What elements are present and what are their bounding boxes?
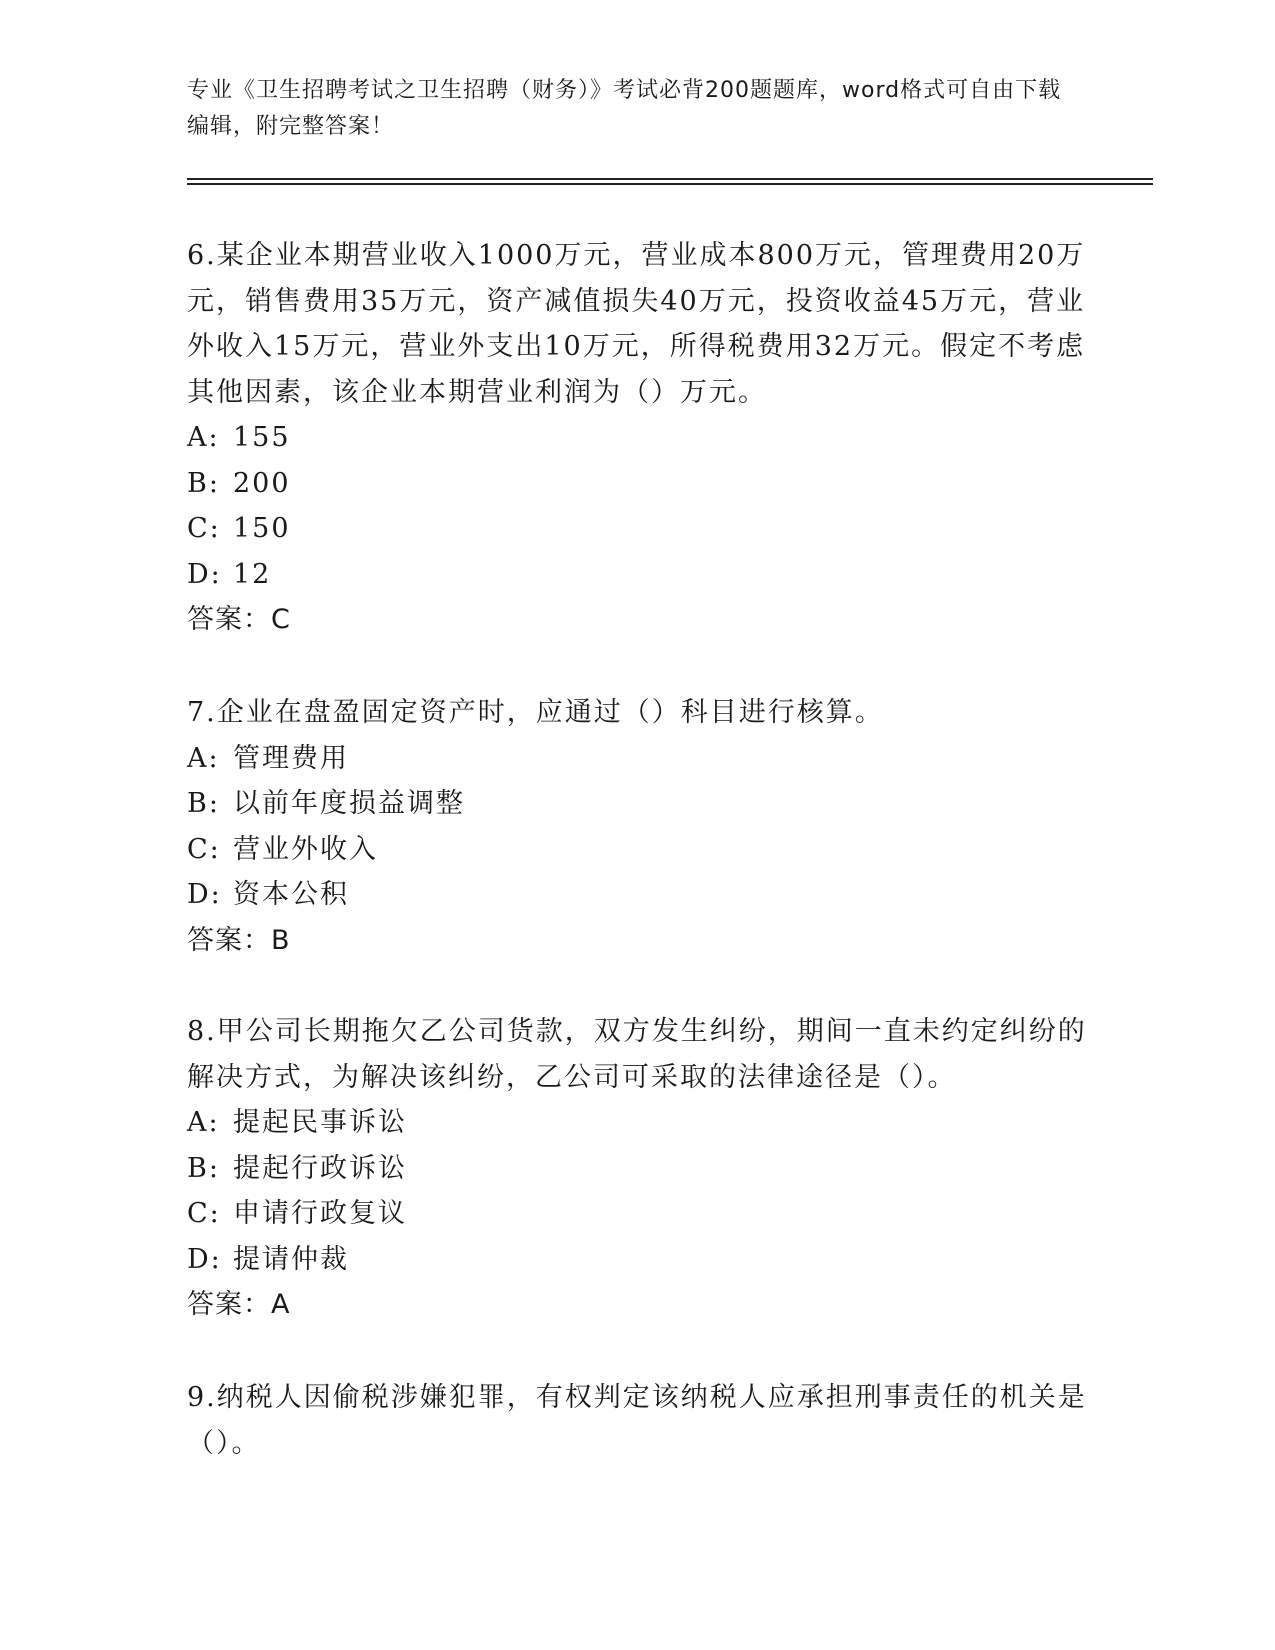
- option-text: 提起行政诉讼: [233, 1152, 407, 1184]
- option-d: [187, 1237, 1087, 1283]
- option-a: [187, 1100, 1087, 1146]
- question-8: [187, 1009, 1087, 1328]
- option-text: 155: [233, 422, 291, 453]
- option-text: 申请行政复议: [233, 1198, 407, 1229]
- option-letter: C:: [187, 833, 221, 865]
- option-c: [187, 1191, 1087, 1237]
- option-letter: B:: [187, 1152, 220, 1184]
- option-letter: B:: [187, 788, 220, 819]
- option-text: 营业外收入: [233, 833, 378, 865]
- option-letter: A:: [187, 742, 220, 774]
- option-letter: D:: [187, 1243, 222, 1275]
- option-d: [187, 872, 1087, 918]
- question-stem: 8.甲公司长期拖欠乙公司货款，双方发生纠纷，期间一直未约定纠纷的解决方式，为解决该纠纷，乙公司可采取的法律途径是（）。: [187, 1016, 1087, 1093]
- option-a: [187, 736, 1087, 782]
- question-7: [187, 690, 1087, 963]
- option-letter: C:: [187, 1198, 221, 1229]
- option-text: 200: [233, 467, 291, 499]
- question-6: [187, 233, 1087, 643]
- document-header: 专业《卫生招聘考试之卫生招聘（财务）》考试必背200题题库，word格式可自由下载编辑，附完整答案！: [187, 78, 1062, 139]
- option-text: 以前年度损益调整: [233, 788, 465, 819]
- option-letter: D:: [187, 879, 222, 910]
- question-stem: 7.企业在盘盈固定资产时，应通过（）科目进行核算。: [187, 697, 884, 728]
- header-divider-bottom: [187, 183, 1153, 185]
- header-divider-top: [187, 178, 1153, 180]
- option-a: [187, 415, 1087, 461]
- option-text: 管理费用: [233, 742, 349, 774]
- option-text: 资本公积: [233, 879, 349, 910]
- option-letter: B:: [187, 467, 220, 499]
- question-9: [187, 1375, 1087, 1466]
- option-text: 提起民事诉讼: [233, 1107, 407, 1138]
- option-b: [187, 781, 1087, 827]
- answer-line: 答案：C: [187, 604, 291, 635]
- answer-line: 答案：A: [187, 1289, 291, 1320]
- option-c: [187, 506, 1087, 552]
- answer-line: 答案：B: [187, 924, 291, 956]
- option-letter: A:: [187, 1107, 220, 1138]
- option-text: 提请仲裁: [233, 1243, 349, 1275]
- option-letter: D:: [187, 558, 222, 590]
- option-b: [187, 1146, 1087, 1192]
- option-letter: A:: [187, 422, 220, 453]
- option-b: [187, 461, 1087, 507]
- option-c: [187, 827, 1087, 873]
- option-d: [187, 552, 1087, 598]
- option-text: 12: [233, 558, 272, 590]
- question-stem: 9.纳税人因偷税涉嫌犯罪，有权判定该纳税人应承担刑事责任的机关是（）。: [187, 1382, 1087, 1459]
- option-letter: C:: [187, 513, 221, 544]
- question-stem: 6.某企业本期营业收入1000万元，营业成本800万元，管理费用20万元，销售费用35万元，资产减值损失40万元，投资收益45万元，营业外收入15万元，营业外支出10万元，所得税费用32万元。假定不考虑其他因素，该企业本期营业利润为（）万元。: [187, 240, 1086, 408]
- option-text: 150: [233, 513, 291, 544]
